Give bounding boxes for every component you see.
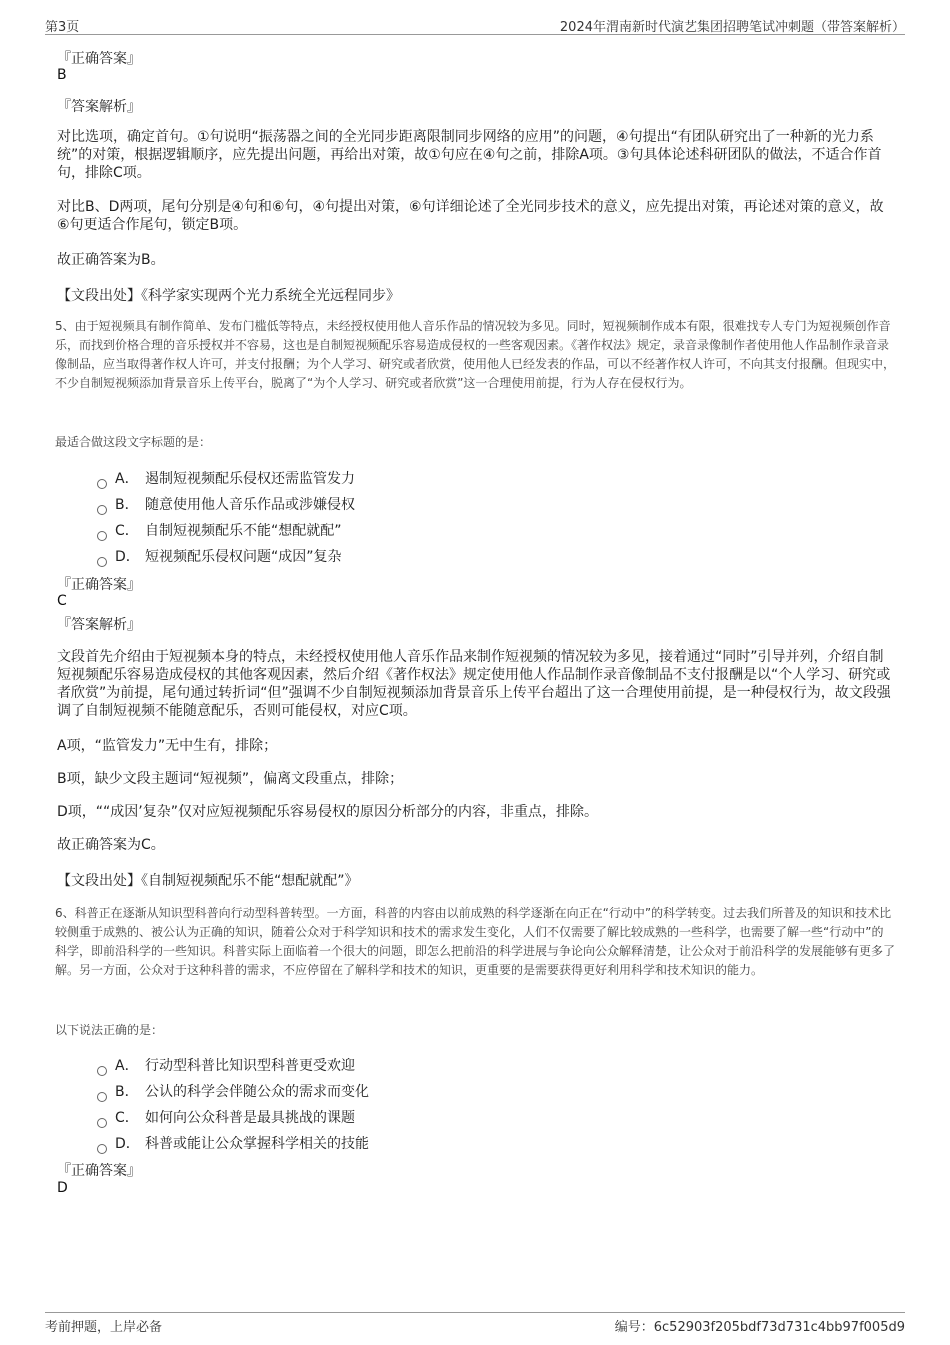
radio-icon[interactable] bbox=[97, 1144, 107, 1154]
footer-slogan: 考前押题，上岸必备 bbox=[45, 1320, 163, 1335]
radio-icon[interactable] bbox=[97, 1092, 107, 1102]
analysis-paragraph: B项，缺少文段主题词“短视频”，偏离文段重点，排除； bbox=[57, 771, 404, 787]
page-header bbox=[45, 14, 905, 35]
option-a[interactable] bbox=[97, 1055, 355, 1075]
analysis-paragraph: D项，““成因’复杂”仅对应短视频配乐容易侵权的原因分析部分的内容，非重点，排除。 bbox=[57, 804, 598, 820]
question-prompt: 以下说法正确的是： bbox=[55, 1023, 164, 1037]
option-c[interactable] bbox=[97, 1107, 355, 1127]
analysis-paragraph: 对比B、D两项，尾句分别是④句和⑥句，④句提出对策，⑥句详细论述了全光同步技术的意义，应先提出对策，再论述对策的意义，故⑥句更适合作尾句，锁定B项。 bbox=[57, 199, 884, 233]
analysis-paragraph: 对比选项，确定首句。①句说明“振荡器之间的全光同步距离限制同步网络的应用”的问题，④句提出“有团队研究出了一种新的光力系统”的对策，根据逻辑顺序，应先提出问题，再给出对策，故①句应在④句之前，排除A项。③句具体论述科研团队的做法，不适合作首句，排除C项。 bbox=[57, 129, 882, 181]
document-title: 2024年渭南新时代演艺集团招聘笔试冲刺题（带答案解析） bbox=[559, 20, 905, 35]
analysis-conclusion: 故正确答案为B。 bbox=[57, 252, 165, 268]
option-letter: A． bbox=[115, 471, 139, 487]
text-source: 【文段出处】《科学家实现两个光力系统全光远程同步》 bbox=[57, 288, 400, 304]
page-footer bbox=[45, 1312, 905, 1333]
option-text: 科普或能让公众掌握科学相关的技能 bbox=[145, 1136, 369, 1152]
correct-answer: D bbox=[57, 1180, 68, 1196]
answer-tag: 『正确答案』 bbox=[57, 1163, 141, 1179]
answer-tag: 『正确答案』 bbox=[57, 577, 141, 593]
page-number: 第3页 bbox=[45, 20, 80, 35]
answer-tag: 『正确答案』 bbox=[57, 51, 141, 67]
option-d[interactable] bbox=[97, 546, 342, 566]
analysis-paragraph: 文段首先介绍由于短视频本身的特点，未经授权使用他人音乐作品来制作短视频的情况较为多见，接着通过“同时”引导并列，介绍自制短视频配乐容易造成侵权的其他客观因素，然后介绍《著作权法》规定使用他人作品制作录音像制品不支付报酬是以“个人学习、研究或者欣赏”为前提，尾句通过转折词“但”强调不少自制短视频添加背景音乐上传平台超出了这一合理使用前提，是一种侵权行为，故文段强调了自制短视频不能随意配乐，否则可能侵权，对应C项。 bbox=[57, 649, 891, 719]
analysis-tag: 『答案解析』 bbox=[57, 99, 141, 115]
option-letter: B． bbox=[115, 497, 139, 513]
question-prompt: 最适合做这段文字标题的是： bbox=[55, 435, 212, 449]
question-stem: 6、科普正在逐渐从知识型科普向行动型科普转型。一方面，科普的内容由以前成熟的科学逐渐在向正在“行动中”的科学转变。过去我们所普及的知识和技术比较侧重于成熟的、被公认为正确的知识，随着公众对于科学知识和技术的需求发生变化，人们不仅需要了解比较成熟的一些科学，也需要了解一些“行动中”的科学，即前沿科学的一些知识。科普实际上面临着一个很大的问题，即怎么把前沿的科学进展与争论向公众解释清楚，让公众对于前沿科学的发展能够有更多了解。另一方面，公众对于这种科普的需求，不应停留在了解科学和技术的知识，更重要的是需要获得更好利用科学和技术知识的能力。 bbox=[55, 906, 896, 977]
option-text: 随意使用他人音乐作品或涉嫌侵权 bbox=[145, 497, 355, 513]
option-b[interactable] bbox=[97, 494, 355, 514]
option-letter: C． bbox=[115, 1110, 139, 1126]
radio-icon[interactable] bbox=[97, 557, 107, 567]
radio-icon[interactable] bbox=[97, 1066, 107, 1076]
correct-answer: C bbox=[57, 593, 67, 609]
option-letter: D． bbox=[115, 549, 140, 565]
question-stem: 5、由于短视频具有制作简单、发布门槛低等特点，未经授权使用他人音乐作品的情况较为多见。同时，短视频制作成本有限，很难找专人专门为短视频创作音乐，而找到价格合理的音乐授权并不容易，这也是自制短视频配乐容易造成侵权的一些客观因素。《著作权法》规定，录音录像制作者使用他人作品制作录音录像制品，应当取得著作权人许可，并支付报酬；为个人学习、研究或者欣赏，使用他人已经发表的作品，可以不经著作权人许可，不向其支付报酬。但现实中，不少自制短视频添加背景音乐上传平台，脱离了“为个人学习、研究或者欣赏”这一合理使用前提，行为人存在侵权行为。 bbox=[55, 319, 896, 390]
option-text: 如何向公众科普是最具挑战的课题 bbox=[145, 1110, 355, 1126]
option-text: 短视频配乐侵权问题“成因”复杂 bbox=[145, 549, 342, 565]
option-letter: B． bbox=[115, 1084, 139, 1100]
option-text: 行动型科普比知识型科普更受欢迎 bbox=[145, 1058, 355, 1074]
option-letter: A． bbox=[115, 1058, 139, 1074]
correct-answer: B bbox=[57, 67, 67, 83]
option-text: 自制短视频配乐不能“想配就配” bbox=[145, 523, 342, 539]
analysis-conclusion: 故正确答案为C。 bbox=[57, 837, 165, 853]
option-letter: C． bbox=[115, 523, 139, 539]
option-letter: D． bbox=[115, 1136, 140, 1152]
option-b[interactable] bbox=[97, 1081, 369, 1101]
radio-icon[interactable] bbox=[97, 531, 107, 541]
option-text: 公认的科学会伴随公众的需求而变化 bbox=[145, 1084, 369, 1100]
option-a[interactable] bbox=[97, 468, 355, 488]
option-d[interactable] bbox=[97, 1133, 369, 1153]
radio-icon[interactable] bbox=[97, 505, 107, 515]
radio-icon[interactable] bbox=[97, 479, 107, 489]
radio-icon[interactable] bbox=[97, 1118, 107, 1128]
analysis-tag: 『答案解析』 bbox=[57, 617, 141, 633]
document-code: 编号：6c52903f205bdf73d731c4bb97f005d9 bbox=[614, 1320, 905, 1335]
analysis-paragraph: A项，“监管发力”无中生有，排除； bbox=[57, 738, 278, 754]
option-text: 遏制短视频配乐侵权还需监管发力 bbox=[145, 471, 355, 487]
option-c[interactable] bbox=[97, 520, 342, 540]
text-source: 【文段出处】《自制短视频配乐不能“想配就配”》 bbox=[57, 873, 359, 889]
